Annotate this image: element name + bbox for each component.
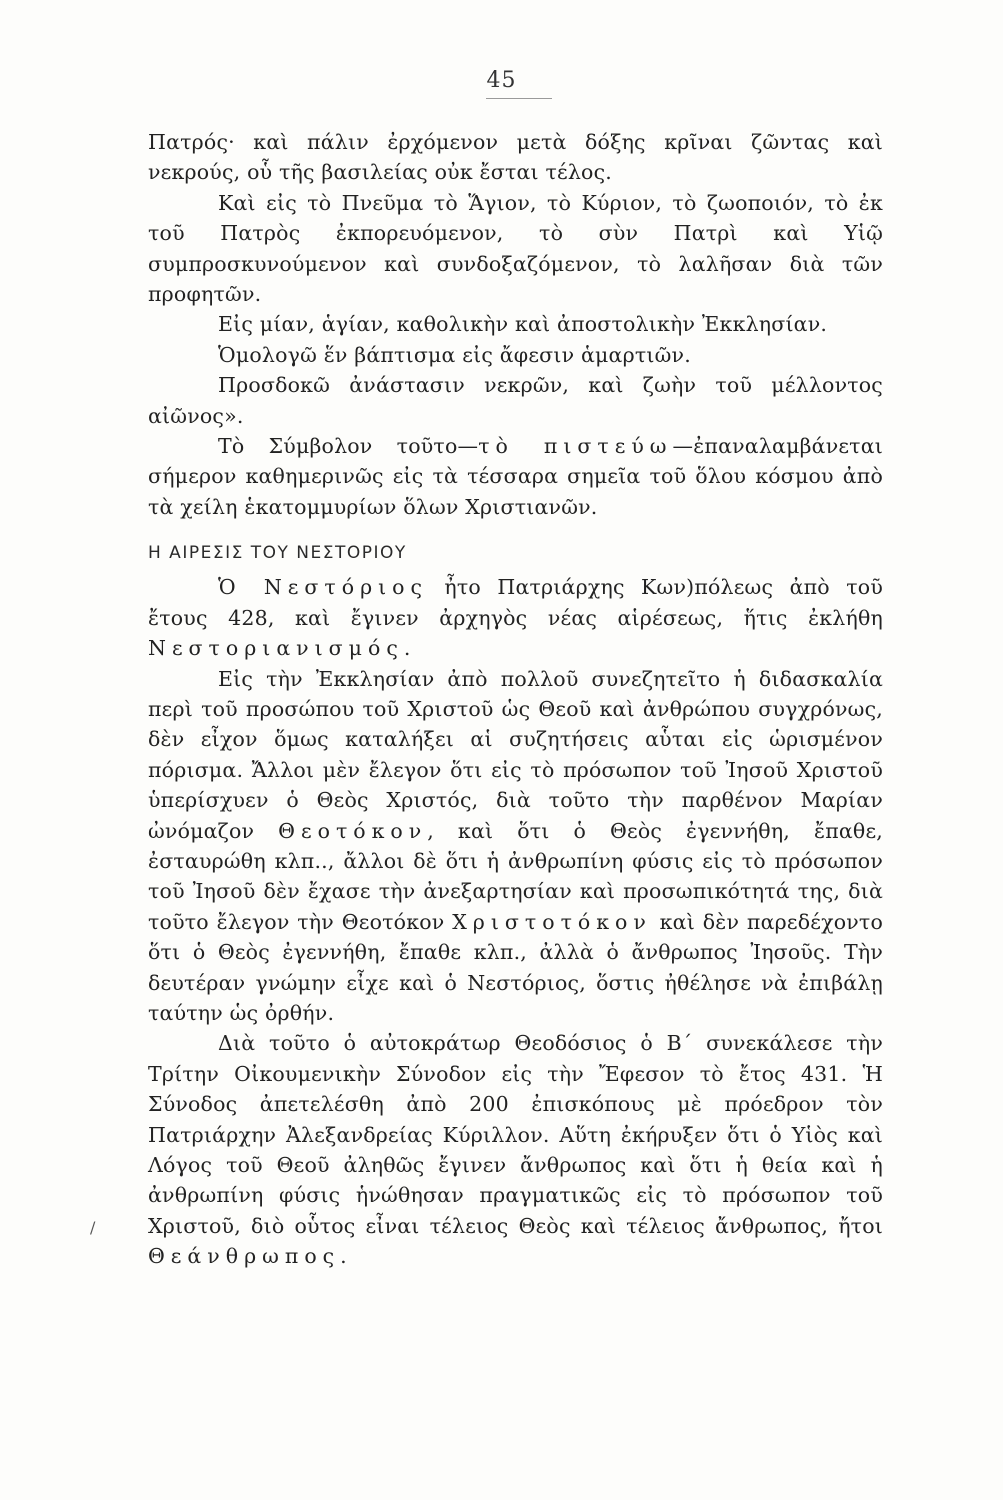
creed-paragraph-2: Καὶ εἰς τὸ Πνεῦμα τὸ Ἅγιον, τὸ Κύριον, τὸ ζωοποιόν, τὸ ἐκ τοῦ Πατρὸς ἐκπορευόμενον, τὸ σὺν Πατρὶ καὶ Υἱῷ συμπροσκυνούμενον καὶ συνδοξαζόμενον, τὸ λαλῆσαν διὰ τῶν προφητῶν. [148,190,883,307]
council-paragraph [148,1028,883,1271]
creed-paragraph-1: Πατρός· καὶ πάλιν ἐρχόμενον μετὰ δόξης κρῖναι ζῶντας καὶ νεκρούς, οὗ τῆς βασιλείας οὐκ ἔσται τέλος. [148,130,883,185]
spaced-term-christotokos: Χριστοτόκον [452,909,652,934]
text-run: Διὰ τοῦτο ὁ αὐτοκράτωρ Θεοδόσιος ὁ Β΄ συνεκάλεσε τὴν Τρίτην Οἰκουμενικὴν Σύνοδον εἰς τὴν Ἔφεσον τὸ ἔτος 431. Ἡ Σύνοδος ἀπετελέσθη ἀπὸ 200 ἐπισκόπους μὲ πρόεδρον τὸν Πατριάρχην Ἀλεξανδρείας Κύριλλον. Αὕτη ἐκήρυξεν ὅτι ὁ Υἱὸς καὶ Λόγος τοῦ Θεοῦ ἀληθῶς ἔγινεν ἄνθρωπος καὶ ὅτι ἡ θεία καὶ ἡ ἀνθρωπίνη φύσις ἡνώθησαν πραγματικῶς εἰς τὸ πρόσωπον τοῦ Χριστοῦ, διὸ οὗτος εἶναι τέλειος Θεὸς καὶ τέλειος ἄνθρωπος, ἤτοι [148,1031,883,1238]
page-number-rule [486,98,552,99]
text-run: καὶ δὲν παρεδέχοντο ὅτι ὁ Θεὸς ἐγεννήθη, ἔπαθε κλπ., ἀλλὰ ὁ ἄνθρωπος Ἰησοῦς. Τὴν δευτέραν γνώμην εἶχε καὶ ὁ Νεστόριος, ὅστις ἠθέλησε νὰ ἐπιβάλῃ ταύτην ὡς ὀρθήν. [148,909,883,1025]
section-heading: Η ΑΙΡΕΣΙΣ ΤΟΥ ΝΕΣΤΟΡΙΟΥ [148,543,407,564]
creed-paragraph-5: Προσδοκῶ ἀνάστασιν νεκρῶν, καὶ ζωὴν τοῦ μέλλοντος αἰῶνος». [148,373,883,428]
creed-commentary-paragraph [148,431,883,522]
text-run: —ἐπαναλαμβάνεται σήμερον καθημερινῶς εἰς τὰ τέσσαρα σημεῖα τοῦ ὅλου κόσμου ἀπὸ τὰ χείλη ἑκατομμυρίων ὅλων Χριστιανῶν. [148,434,883,519]
body-text [148,127,883,1272]
margin-mark: / [90,1218,96,1237]
spaced-term-theotokos: Θεοτόκον [278,818,428,843]
creed-paragraph-3: Εἰς μίαν, ἁγίαν, καθολικὴν καὶ ἀποστολικὴν Ἐκκλησίαν. [218,312,828,337]
text-run: Τὸ Σύμβολον τοῦτο— [218,434,479,459]
spaced-term-nestorios: Ὁ Νεστόριος [218,575,428,600]
nestorius-paragraph-2 [148,664,883,1029]
creed-paragraph-4: Ὁμολογῶ ἕν βάπτισμα εἰς ἄφεσιν ἁμαρτιῶν. [218,342,691,367]
spaced-term-theanthropos: Θεάνθρωπος [148,1244,341,1269]
text-run: , καὶ ὅτι ὁ Θεὸς ἐγεννήθη, ἔπαθε, ἐσταυρώθη κλπ.., ἄλλοι δὲ ὅτι ἡ ἀνθρωπίνη φύσις εἰς τὸ πρόσωπον τοῦ Ἰησοῦ δὲν ἔχασε τὴν ἀνεξαρτησίαν καὶ προσωπικότητά της, διὰ τοῦτο ἔλεγον τὴν Θεοτόκον [148,818,883,934]
text-run: . [340,1244,347,1269]
spaced-term-pisteuo: τὸ πιστεύω [478,434,673,459]
text-run: . [403,636,411,661]
text-run: Εἰς τὴν Ἐκκλησίαν ἀπὸ πολλοῦ συνεζητεῖτο ἡ διδασκαλία περὶ τοῦ προσώπου τοῦ Χριστοῦ ὡς Θεοῦ καὶ ἀνθρώπου συγχρόνως, δὲν εἶχον ὅμως καταλήξει αἱ συζητήσεις αὗται εἰς ὡρισμένον πόρισμα. Ἄλλοι μὲν ἔλεγον ὅτι εἰς τὸ πρόσωπον τοῦ Ἰησοῦ Χριστοῦ ὑπερίσχυεν ὁ Θεὸς Χριστός, διὰ τοῦτο τὴν παρθένον Μαρίαν ὠνόμαζον [148,666,883,843]
text-run: ἦτο Πατριάρχης Κων)πόλεως ἀπὸ τοῦ ἔτους 428, καὶ ἔγινεν ἀρχηγὸς νέας αἱρέσεως, ἥτις ἐκλήθη [148,575,883,630]
page-number: 45 [486,68,517,93]
nestorius-paragraph-1 [148,572,883,663]
spaced-term-nestorianismos: Νεστοριανισμός [148,636,404,661]
